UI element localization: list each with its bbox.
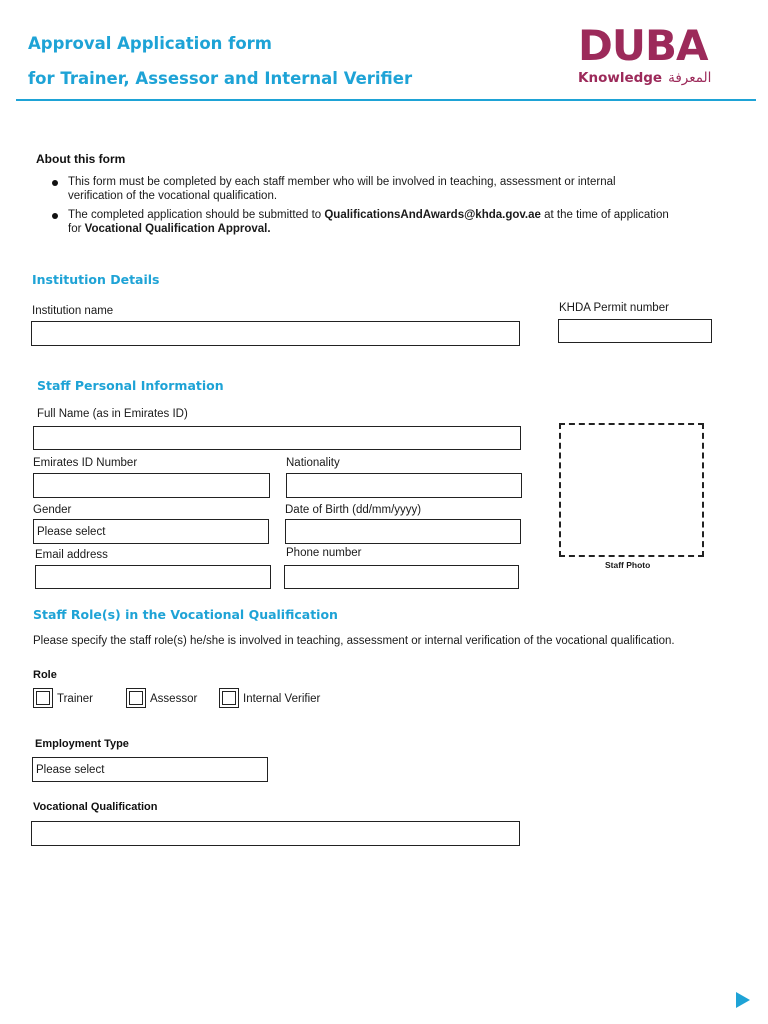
bullet-icon bbox=[52, 180, 58, 186]
about-bullet-2-line2-pre: for bbox=[68, 223, 85, 235]
trainer-checkbox[interactable] bbox=[33, 688, 53, 708]
emirates-id-label: Emirates ID Number bbox=[33, 457, 138, 469]
trainer-label: Trainer bbox=[57, 693, 93, 705]
vocational-qualification-label: Vocational Qualification bbox=[33, 801, 158, 813]
about-bullet-2-pre: The completed application should be submitted to bbox=[68, 209, 325, 221]
staff-photo-label: Staff Photo bbox=[605, 560, 651, 570]
khda-permit-label: KHDA Permit number bbox=[559, 302, 669, 314]
employment-type-select[interactable]: Please select bbox=[32, 757, 268, 782]
phone-label: Phone number bbox=[286, 547, 362, 559]
assessor-checkbox[interactable] bbox=[126, 688, 146, 708]
dubai-logo-mark bbox=[578, 22, 710, 66]
email-input[interactable] bbox=[35, 565, 271, 589]
logo-sub-ar: المعرفة bbox=[668, 70, 712, 86]
employment-type-label: Employment Type bbox=[35, 738, 129, 750]
email-label: Email address bbox=[35, 549, 108, 561]
about-bullet-2-line2-bold: Vocational Qualification Approval. bbox=[84, 223, 271, 235]
institution-name-label: Institution name bbox=[32, 305, 114, 317]
gender-select[interactable]: Please select bbox=[33, 519, 269, 544]
form-subtitle: for Trainer, Assessor and Internal Verifier bbox=[28, 69, 413, 88]
role-label: Role bbox=[33, 669, 57, 681]
gender-label: Gender bbox=[33, 504, 72, 516]
svg-text:DUBAI: DUBAI bbox=[578, 22, 710, 66]
form-title: Approval Application form bbox=[28, 34, 272, 53]
nationality-input[interactable] bbox=[286, 473, 522, 498]
about-bullet-1 bbox=[68, 175, 708, 203]
header-divider bbox=[16, 99, 756, 101]
logo-subtitle bbox=[578, 70, 711, 86]
about-bullet-2-post: at the time of application bbox=[540, 209, 669, 221]
roles-instruction: Please specify the staff role(s) he/she is involved in teaching, assessment or internal verification of the vocational qualification. bbox=[33, 635, 675, 647]
logo-sub-en: Knowledge bbox=[578, 70, 663, 86]
about-heading: About this form bbox=[36, 152, 126, 166]
institution-heading: Institution Details bbox=[32, 272, 160, 287]
dob-input[interactable] bbox=[285, 519, 521, 544]
personal-heading: Staff Personal Information bbox=[37, 378, 224, 393]
phone-input[interactable] bbox=[284, 565, 519, 589]
internal-verifier-checkbox[interactable] bbox=[219, 688, 239, 708]
institution-name-input[interactable] bbox=[31, 321, 520, 346]
internal-verifier-label: Internal Verifier bbox=[243, 693, 321, 705]
khda-permit-input[interactable] bbox=[558, 319, 712, 343]
about-bullet-2 bbox=[68, 208, 728, 236]
dubai-knowledge-logo bbox=[578, 22, 710, 71]
full-name-input[interactable] bbox=[33, 426, 521, 450]
next-page-arrow-icon[interactable] bbox=[736, 992, 750, 1008]
about-bullet-1-line2: verification of the vocational qualification. bbox=[68, 190, 278, 202]
bullet-icon bbox=[52, 213, 58, 219]
roles-heading: Staff Role(s) in the Vocational Qualification bbox=[33, 607, 338, 622]
full-name-label: Full Name (as in Emirates ID) bbox=[37, 408, 188, 420]
submission-email: QualificationsAndAwards@khda.gov.ae bbox=[324, 209, 541, 221]
staff-photo-box[interactable] bbox=[559, 423, 704, 557]
nationality-label: Nationality bbox=[286, 457, 340, 469]
dob-label: Date of Birth (dd/mm/yyyy) bbox=[285, 504, 422, 516]
emirates-id-input[interactable] bbox=[33, 473, 270, 498]
assessor-label: Assessor bbox=[150, 693, 198, 705]
about-bullet-1-line1: This form must be completed by each staff member who will be involved in teaching, assessment or internal bbox=[68, 176, 616, 188]
vocational-qualification-input[interactable] bbox=[31, 821, 520, 846]
